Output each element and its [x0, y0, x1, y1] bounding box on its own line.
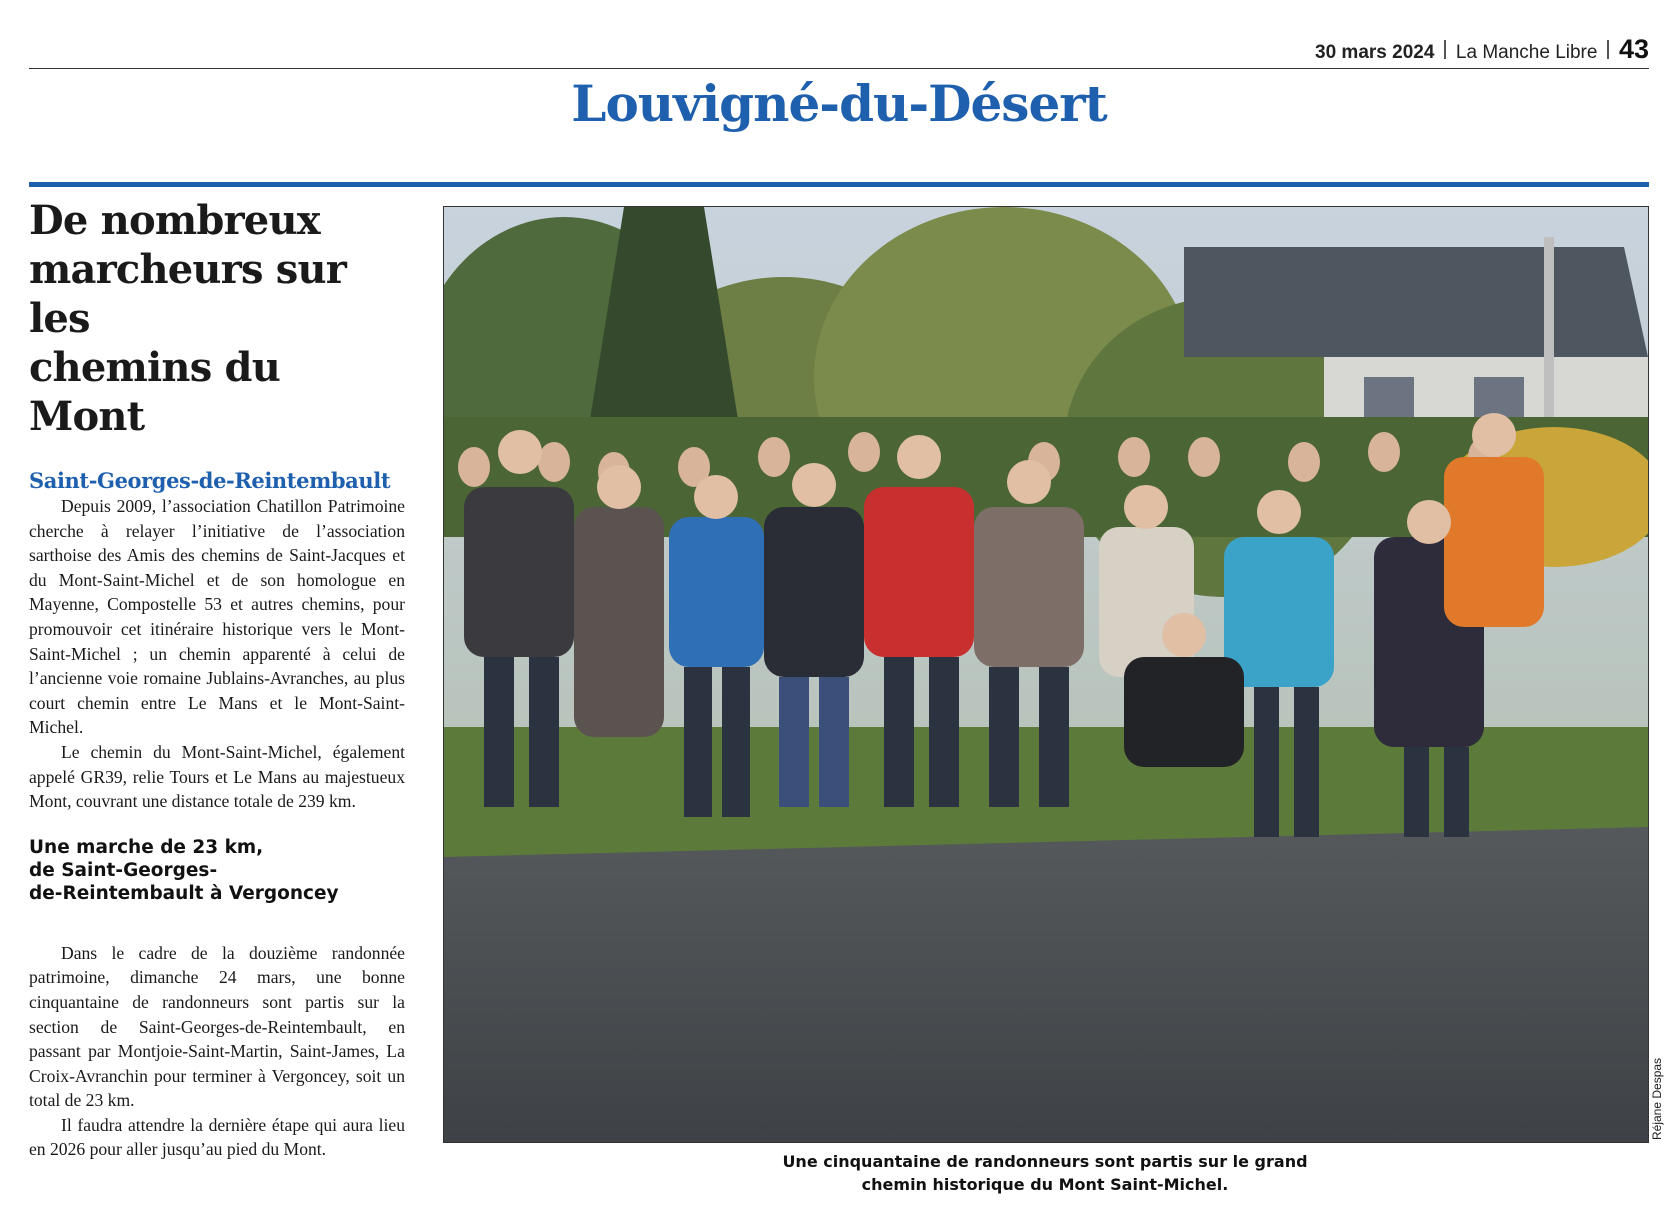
group-photo-illustration [444, 207, 1648, 1142]
page-header [29, 30, 1649, 69]
article-kicker: Saint-Georges-de-Reintembault [29, 468, 391, 493]
article-paragraph: Depuis 2009, l’association Chatillon Patrimoine cherche à relayer l’initiative de l’association sarthoise des Amis des chemins de Saint-Jacques et du Mont-Saint-Michel et de son homologue en Mayenne, Compostelle 53 et autres chemins, pour promouvoir cet itinéraire historique vers le Mont-Saint-Michel ; un chemin apparenté à celui de l’ancienne voie romaine Jublains-Avranches, au plus court chemin entre Le Mans et le Mont-Saint-Michel. [29, 496, 405, 738]
headline-line: chemins du Mont [29, 344, 280, 440]
header-divider [1444, 40, 1446, 59]
article-subhead [29, 836, 405, 905]
header-divider [1607, 40, 1609, 59]
group-photo [443, 206, 1649, 1143]
subhead-line: Une marche de 23 km, [29, 836, 264, 858]
article-headline [29, 196, 405, 441]
caption-line: Une cinquantaine de randonneurs sont partis sur le grand [782, 1152, 1308, 1171]
issue-date: 30 mars 2024 [1315, 42, 1435, 63]
section-rule [29, 182, 1649, 187]
article-paragraph: Dans le cadre de la douzième randonnée patrimoine, dimanche 24 mars, une bonne cinquantaine de randonneurs sont partis sur la section de Saint-Georges-de-Reintembault, en passant par Montjoie-Saint-Martin, Saint-James, La Croix-Avranchin pour terminer à Vergoncey, soit un total de 23 km. [29, 942, 405, 1111]
headline-line: marcheurs sur les [29, 246, 347, 342]
article-paragraph: Le chemin du Mont-Saint-Michel, également appelé GR39, relie Tours et Le Mans au majestueux Mont, couvrant une distance totale de 239 km. [29, 741, 405, 812]
header-meta [1315, 34, 1649, 65]
publication-name: La Manche Libre [1455, 42, 1598, 63]
caption-line: chemin historique du Mont Saint-Michel. [861, 1175, 1229, 1194]
section-title: Louvigné-du-Désert [571, 74, 1107, 133]
headline-line: De nombreux [29, 197, 320, 244]
page-number: 43 [1618, 34, 1649, 64]
photo-caption [443, 1150, 1647, 1196]
subhead-line: de Saint-Georges- [29, 859, 218, 881]
article-column [29, 196, 405, 1162]
article-paragraph: Il faudra attendre la dernière étape qui aura lieu en 2026 pour aller jusqu’au pied du Mont. [29, 1114, 405, 1160]
subhead-line: de-Reintembault à Vergoncey [29, 882, 339, 904]
photo-credit: Réjane Despas [1650, 1057, 1664, 1140]
